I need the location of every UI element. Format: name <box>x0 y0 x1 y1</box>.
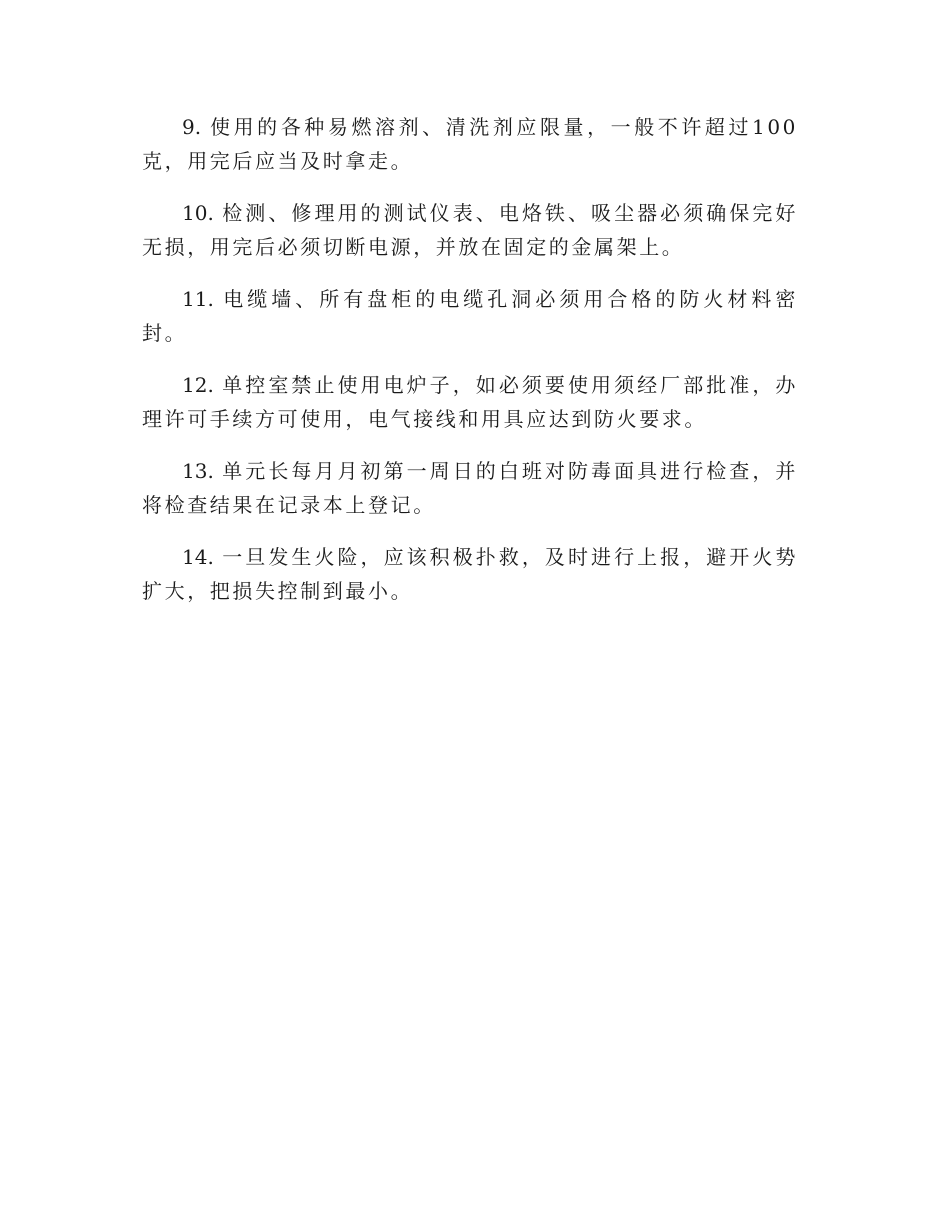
paragraph-item-10 <box>142 196 798 264</box>
paragraph-text: 检测、修理用的测试仪表、电烙铁、吸尘器必须确保完好无损，用完后必须切断电源，并放在固定的金属架上。 <box>142 201 798 259</box>
paragraph-text: 单元长每月月初第一周日的白班对防毒面具进行检查，并将检查结果在记录本上登记。 <box>142 459 798 517</box>
paragraph-number: 12. <box>182 373 214 397</box>
paragraph-number: 14. <box>182 545 214 569</box>
paragraph-text: 电缆墙、所有盘柜的电缆孔洞必须用合格的防火材料密封。 <box>142 287 798 345</box>
paragraph-number: 13. <box>182 459 214 483</box>
paragraph-item-9 <box>142 110 798 178</box>
paragraph-item-11 <box>142 282 798 350</box>
paragraph-text: 使用的各种易燃溶剂、清洗剂应限量，一般不许超过100克，用完后应当及时拿走。 <box>142 115 798 173</box>
paragraph-text: 单控室禁止使用电炉子，如必须要使用须经厂部批准，办理许可手续方可使用，电气接线和用具应达到防火要求。 <box>142 373 798 431</box>
paragraph-number: 10. <box>182 201 214 225</box>
paragraph-number: 9. <box>182 115 202 139</box>
paragraph-number: 11. <box>182 287 214 311</box>
paragraph-text: 一旦发生火险，应该积极扑救，及时进行上报，避开火势扩大，把损失控制到最小。 <box>142 545 798 603</box>
paragraph-item-13 <box>142 454 798 522</box>
paragraph-item-14 <box>142 540 798 608</box>
document-body <box>142 110 798 626</box>
paragraph-item-12 <box>142 368 798 436</box>
